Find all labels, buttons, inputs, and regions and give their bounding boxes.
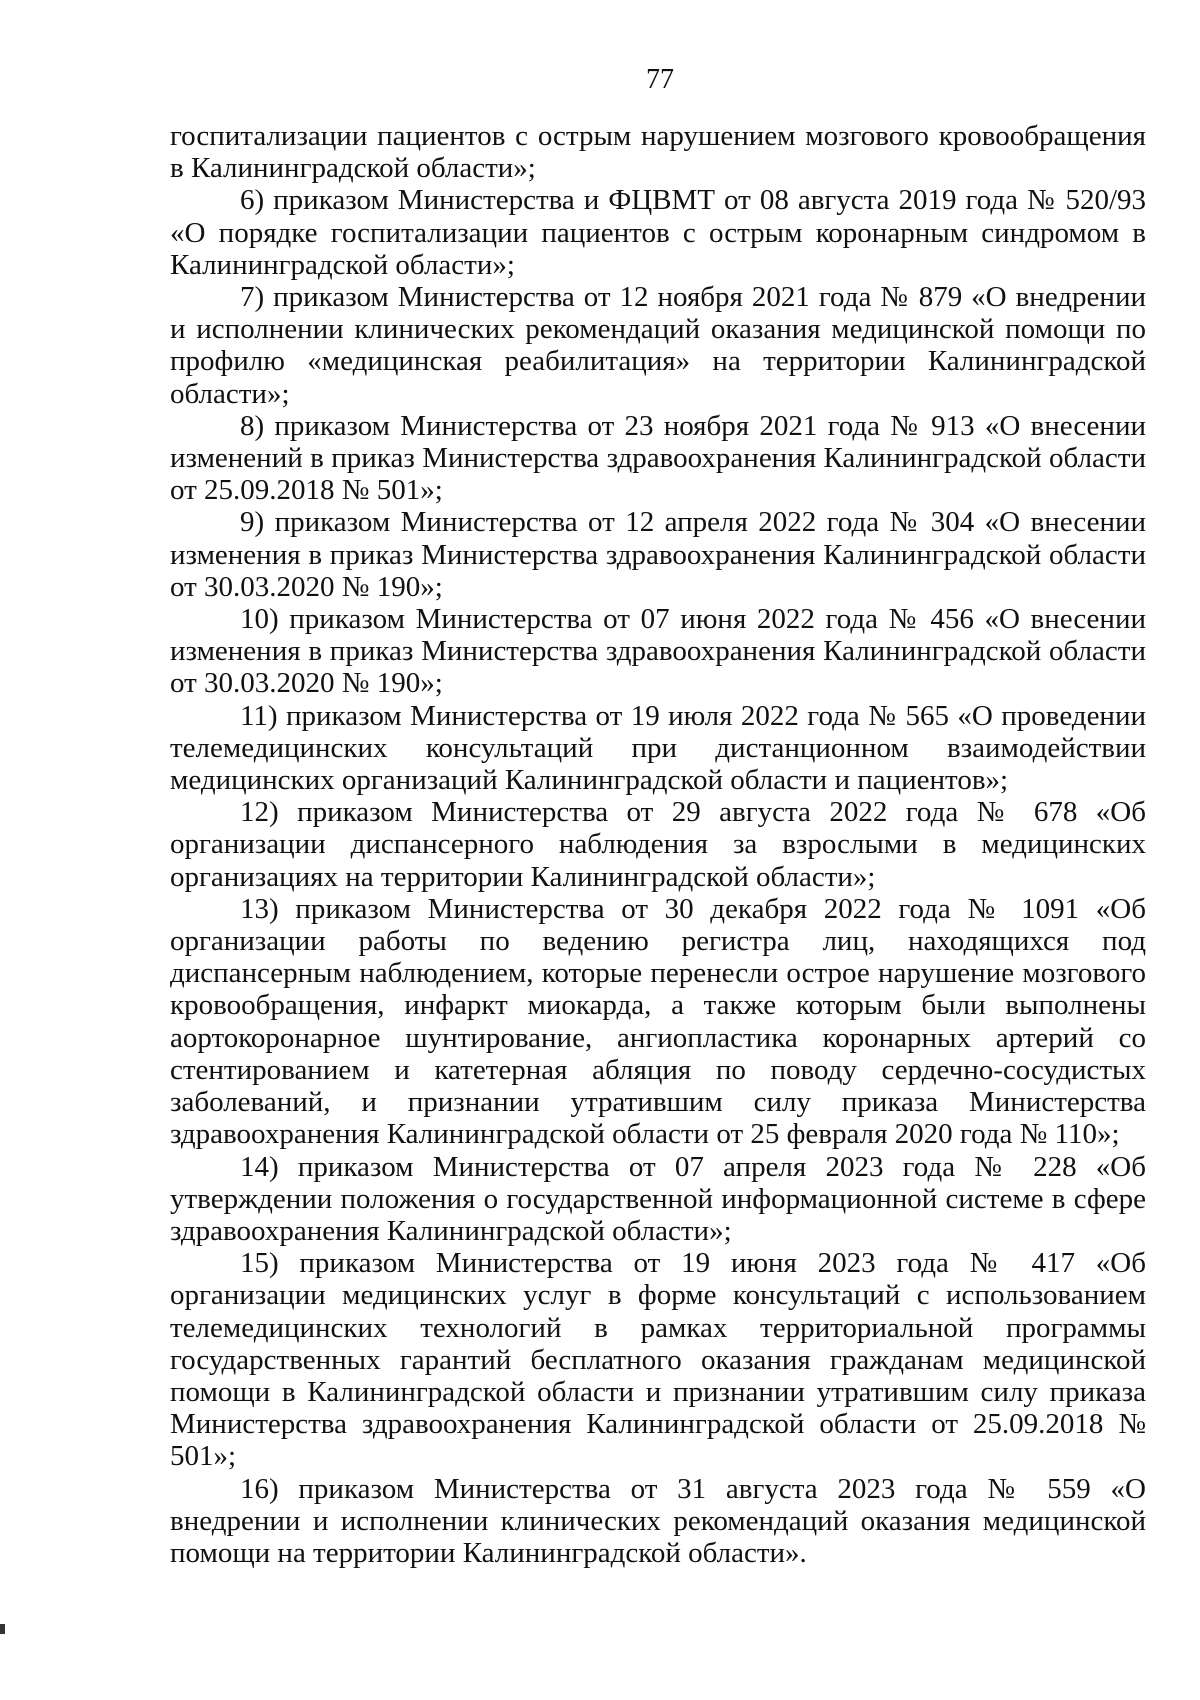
paragraph-item-9: 9) приказом Министерства от 12 апреля 2022 года № 304 «О внесении изменения в приказ Министерства здравоохранения Калининградской области от 30.03.2020 № 190»; bbox=[170, 506, 1146, 603]
paragraph-item-11: 11) приказом Министерства от 19 июля 2022 года № 565 «О проведении телемедицинских консультаций при дистанционном взаимодействии медицинских организаций Калининградской области и пациентов»; bbox=[170, 699, 1146, 797]
paragraph-item-12: 12) приказом Министерства от 29 августа 2022 года № 678 «Об организации диспансерного наблюдения за взрослыми в медицинских организациях на территории Калининградской области»; bbox=[170, 796, 1146, 893]
page-number: 77 bbox=[646, 64, 674, 95]
paragraph-continuation: госпитализации пациентов с острым нарушением мозгового кровообращения в Калининградской области»; bbox=[170, 120, 1146, 185]
paragraph-item-6: 6) приказом Министерства и ФЦВМТ от 08 августа 2019 года № 520/93 «О порядке госпитализации пациентов с острым коронарным синдромом в Калининградской области»; bbox=[170, 184, 1146, 281]
paragraph-item-14: 14) приказом Министерства от 07 апреля 2023 года № 228 «Об утверждении положения о государственной информационной системе в сфере здравоохранения Калининградской области»; bbox=[170, 1150, 1146, 1247]
paragraph-item-13: 13) приказом Министерства от 30 декабря 2022 года № 1091 «Об организации работы по ведению регистра лиц, находящихся под диспансерным наблюдением, которые перенесли острое нарушение мозгового кровообращения, инфаркт миокарда, а также которым были выполнены аортокоронарное шунтирование, ангиопластика коронарных артерий со стентированием и катетерная абляция по поводу сердечно-сосудистых заболеваний, и признании утратившим силу приказа Министерства здравоохранения Калининградской области от 25 февраля 2020 года № 110»; bbox=[170, 892, 1146, 1151]
paragraph-item-15: 15) приказом Министерства от 19 июня 2023 года № 417 «Об организации медицинских услуг в форме консультаций с использованием телемедицинских технологий в рамках территориальной программы государственных гарантий бесплатного оказания гражданам медицинской помощи в Калининградской области и признании утратившим силу приказа Министерства здравоохранения Калининградской области от 25.09.2018 № 501»; bbox=[170, 1247, 1146, 1473]
scan-edge-mark bbox=[0, 1624, 5, 1634]
paragraph-item-16: 16) приказом Министерства от 31 августа 2023 года № 559 «О внедрении и исполнении клинических рекомендаций оказания медицинской помощи на территории Калининградской области». bbox=[170, 1472, 1146, 1569]
paragraph-item-8: 8) приказом Министерства от 23 ноября 2021 года № 913 «О внесении изменений в приказ Министерства здравоохранения Калининградской области от 25.09.2018 № 501»; bbox=[170, 409, 1146, 507]
paragraph-item-7: 7) приказом Министерства от 12 ноября 2021 года № 879 «О внедрении и исполнении клинических рекомендаций оказания медицинской помощи по профилю «медицинская реабилитация» на территории Калининградской области»; bbox=[170, 281, 1146, 410]
document-body bbox=[170, 120, 1146, 1569]
paragraph-item-10: 10) приказом Министерства от 07 июня 2022 года № 456 «О внесении изменения в приказ Министерства здравоохранения Калининградской области от 30.03.2020 № 190»; bbox=[170, 603, 1146, 700]
